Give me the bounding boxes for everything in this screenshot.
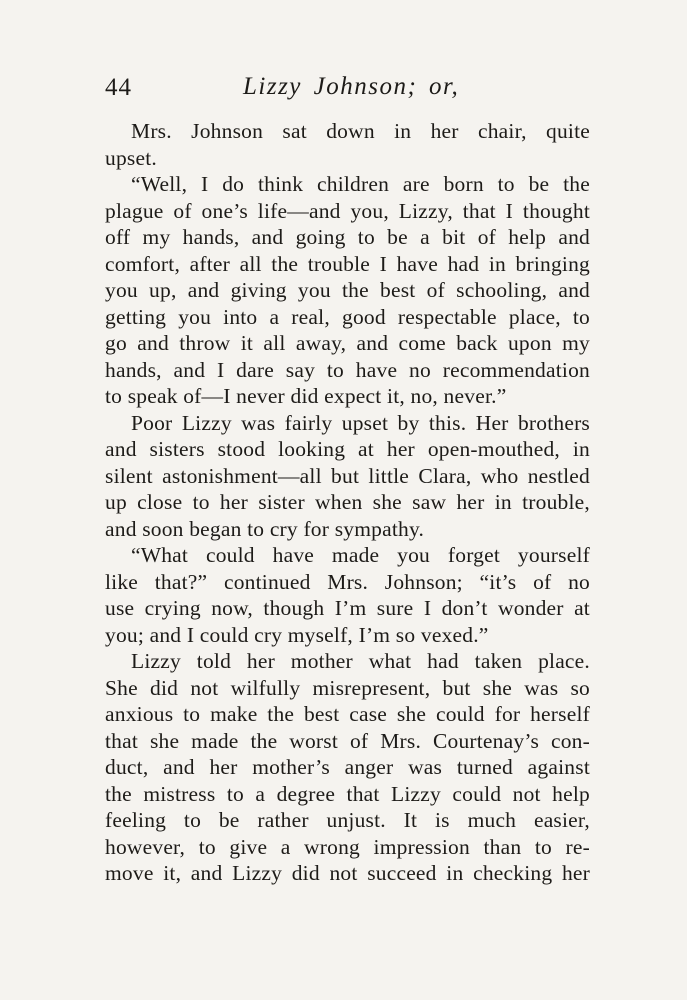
paragraph <box>105 171 590 410</box>
text-line: getting you into a real, good respectable place, to <box>105 304 590 329</box>
paragraph <box>105 648 590 887</box>
page-number: 44 <box>105 74 132 101</box>
text-line: you; and I could cry myself, I’m so vexed.” <box>105 622 489 647</box>
text-line: and sisters stood looking at her open-mouthed, in <box>105 437 590 461</box>
text-line: hands, and I dare say to have no recommendation <box>105 357 590 382</box>
text-line: anxious to make the best case she could for herself <box>105 702 590 726</box>
paragraph <box>105 118 590 171</box>
text-line: off my hands, and going to be a bit of help and <box>105 225 590 249</box>
text-line: “Well, I do think children are born to be the <box>131 172 590 196</box>
text-line: “What could have made you forget yourself <box>131 543 590 567</box>
text-line: up close to her sister when she saw her in trouble, <box>105 490 590 514</box>
text-line: plague of one’s life—and you, Lizzy, that I thought <box>105 198 590 223</box>
text-line: like that?” continued Mrs. Johnson; “it’s of no <box>105 569 590 594</box>
text-line: go and throw it all away, and come back upon my <box>105 331 590 355</box>
text-line: you up, and giving you the best of schooling, and <box>105 278 590 302</box>
text-line: use crying now, though I’m sure I don’t wonder at <box>105 596 590 620</box>
running-title: Lizzy Johnson; or, <box>243 73 460 100</box>
body-text <box>105 118 590 887</box>
text-line: the mistress to a degree that Lizzy could not help <box>105 781 590 806</box>
text-line: to speak of—I never did expect it, no, never.” <box>105 384 507 408</box>
text-line: Lizzy told her mother what had taken place. <box>131 649 590 673</box>
text-line: feeling to be rather unjust. It is much easier, <box>105 808 590 832</box>
text-line: move it, and Lizzy did not succeed in checking her <box>105 861 590 885</box>
page-header <box>105 74 590 114</box>
text-line: and soon began to cry for sympathy. <box>105 516 425 541</box>
text-line: that she made the worst of Mrs. Courtenay’s con- <box>105 728 590 753</box>
text-line: however, to give a wrong impression than to re- <box>105 834 590 859</box>
paragraph <box>105 542 590 648</box>
paragraph <box>105 410 590 543</box>
text-line: Poor Lizzy was fairly upset by this. Her brothers <box>131 410 590 435</box>
text-line: duct, and her mother’s anger was turned against <box>105 755 590 779</box>
text-line: silent astonishment—all but little Clara, who nestled <box>105 463 590 488</box>
text-line: She did not wilfully misrepresent, but she was so <box>105 675 590 700</box>
text-line: Mrs. Johnson sat down in her chair, quite <box>131 119 590 143</box>
text-line: comfort, after all the trouble I have had in bringing <box>105 251 590 276</box>
text-line: upset. <box>105 145 157 170</box>
